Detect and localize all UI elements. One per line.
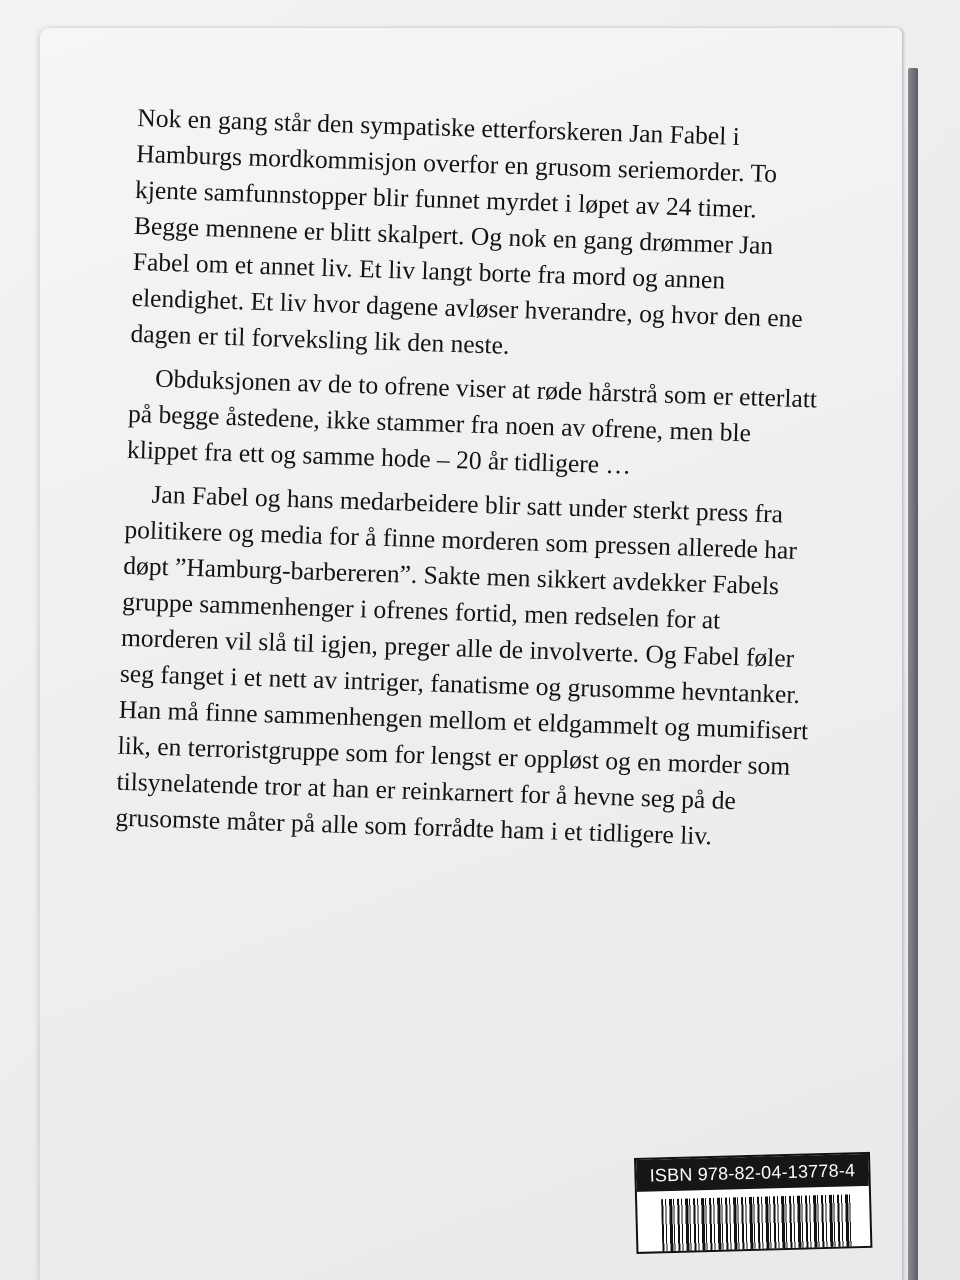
isbn-barcode-box [634, 1152, 872, 1254]
book-edge [908, 68, 918, 1280]
blurb-paragraph: Jan Fabel og hans medarbeidere blir satt under sterkt press fra politikere og media for å finne morderen som pressen allerede har døpt ”Hamburg-barbereren”. Sakte men sikkert avdekker Fabels gruppe sammenhenger i ofrenes fortid, men redselen for at morderen vil slå til igjen, preger alle de involverte. Og Fabel føler seg fanget i et nett av intriger, fanatisme og grusomme hevntanker. Han må finne sammenhengen mellom et eldgammelt og mumifisert lik, en terroristgruppe som for lengst er oppløst og en morder som tilsynelatende tror at han er reinkarnert for å hevne seg på de grusomste måter på alle som forrådte ham i et tidligere liv. [115, 479, 809, 851]
book [40, 28, 910, 1280]
blurb-paragraph: Obduksjonen av de to ofrene viser at røde hårstrå som er etterlatt på begge åstedene, ikke stammer fra noen av ofrene, men ble klippet fra ett og samme hode – 20 år tidligere … [126, 363, 818, 480]
isbn-label: ISBN 978-82-04-13778-4 [636, 1154, 869, 1192]
back-cover [40, 28, 902, 1280]
blurb-text [115, 100, 828, 865]
blurb-paragraph: Nok en gang står den sympatiske etterforskeren Jan Fabel i Hamburgs mordkommisjon overfor en grusom seriemorder. To kjente samfunnstopper blir funnet myrdet i løpet av 24 timer. Begge mennene er blitt skalpert. Og nok en gang drømmer Jan Fabel om et annet liv. Et liv langt borte fra mord og annen elendighet. Et liv hvor dagene avløser hverandre, og hvor den ene dagen er til forveksling lik den neste. [130, 102, 804, 360]
barcode [661, 1194, 853, 1254]
